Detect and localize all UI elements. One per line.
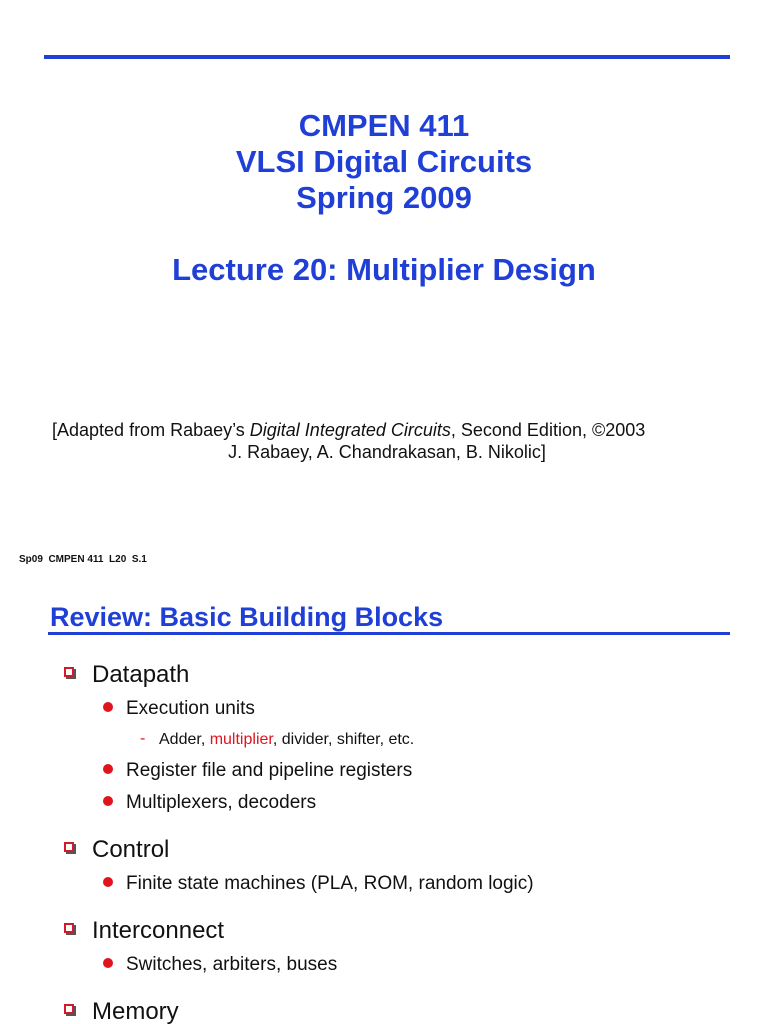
list-item-label [159,730,414,750]
list-item-text: Adder, [159,731,210,748]
square-bullet-icon [64,667,74,677]
course-title-line: CMPEN 411 [298,108,470,143]
round-bullet-icon [103,877,113,887]
list-item-label: Switches, arbiters, buses [126,954,338,975]
slide-title-underline [48,632,730,635]
list-item-label: Memory [92,998,179,1024]
list-item-label: Control [92,836,170,863]
list-item-label: Register file and pipeline registers [126,760,413,781]
title-rule [44,55,730,59]
course-title-line: Spring 2009 [296,180,472,215]
list-item-label: Execution units [126,698,255,719]
round-bullet-icon [103,764,113,774]
square-bullet-icon [64,842,74,852]
dash-bullet-icon: - [140,730,146,747]
highlighted-term: multiplier [209,731,273,748]
attribution-line-1 [52,419,722,441]
square-bullet-icon [64,1004,74,1014]
list-item-label: Finite state machines (PLA, ROM, random logic) [126,873,534,894]
round-bullet-icon [103,958,113,968]
attribution-line-2: J. Rabaey, A. Chandrakasan, B. Nikolic] [228,442,546,462]
list-item-text: , divider, shifter, etc. [272,731,415,748]
list-item-label: Interconnect [92,917,225,944]
attribution-suffix: , Second Edition, ©2003 [450,420,646,440]
list-item-label: Datapath [92,661,190,688]
attribution [52,419,722,463]
attribution-prefix: [Adapted from Rabaey’s [52,420,250,440]
round-bullet-icon [103,702,113,712]
square-bullet-icon [64,923,74,933]
attribution-book-title: Digital Integrated Circuits [249,420,451,440]
slide-title: Review: Basic Building Blocks [50,602,444,632]
round-bullet-icon [103,796,113,806]
list-item-label: Multiplexers, decoders [126,792,317,813]
course-title-line: VLSI Digital Circuits [235,144,533,179]
course-title [0,108,768,216]
slide-footer: Sp09 CMPEN 411 L20 S.1 [19,554,147,565]
lecture-title: Lecture 20: Multiplier Design [172,252,596,287]
